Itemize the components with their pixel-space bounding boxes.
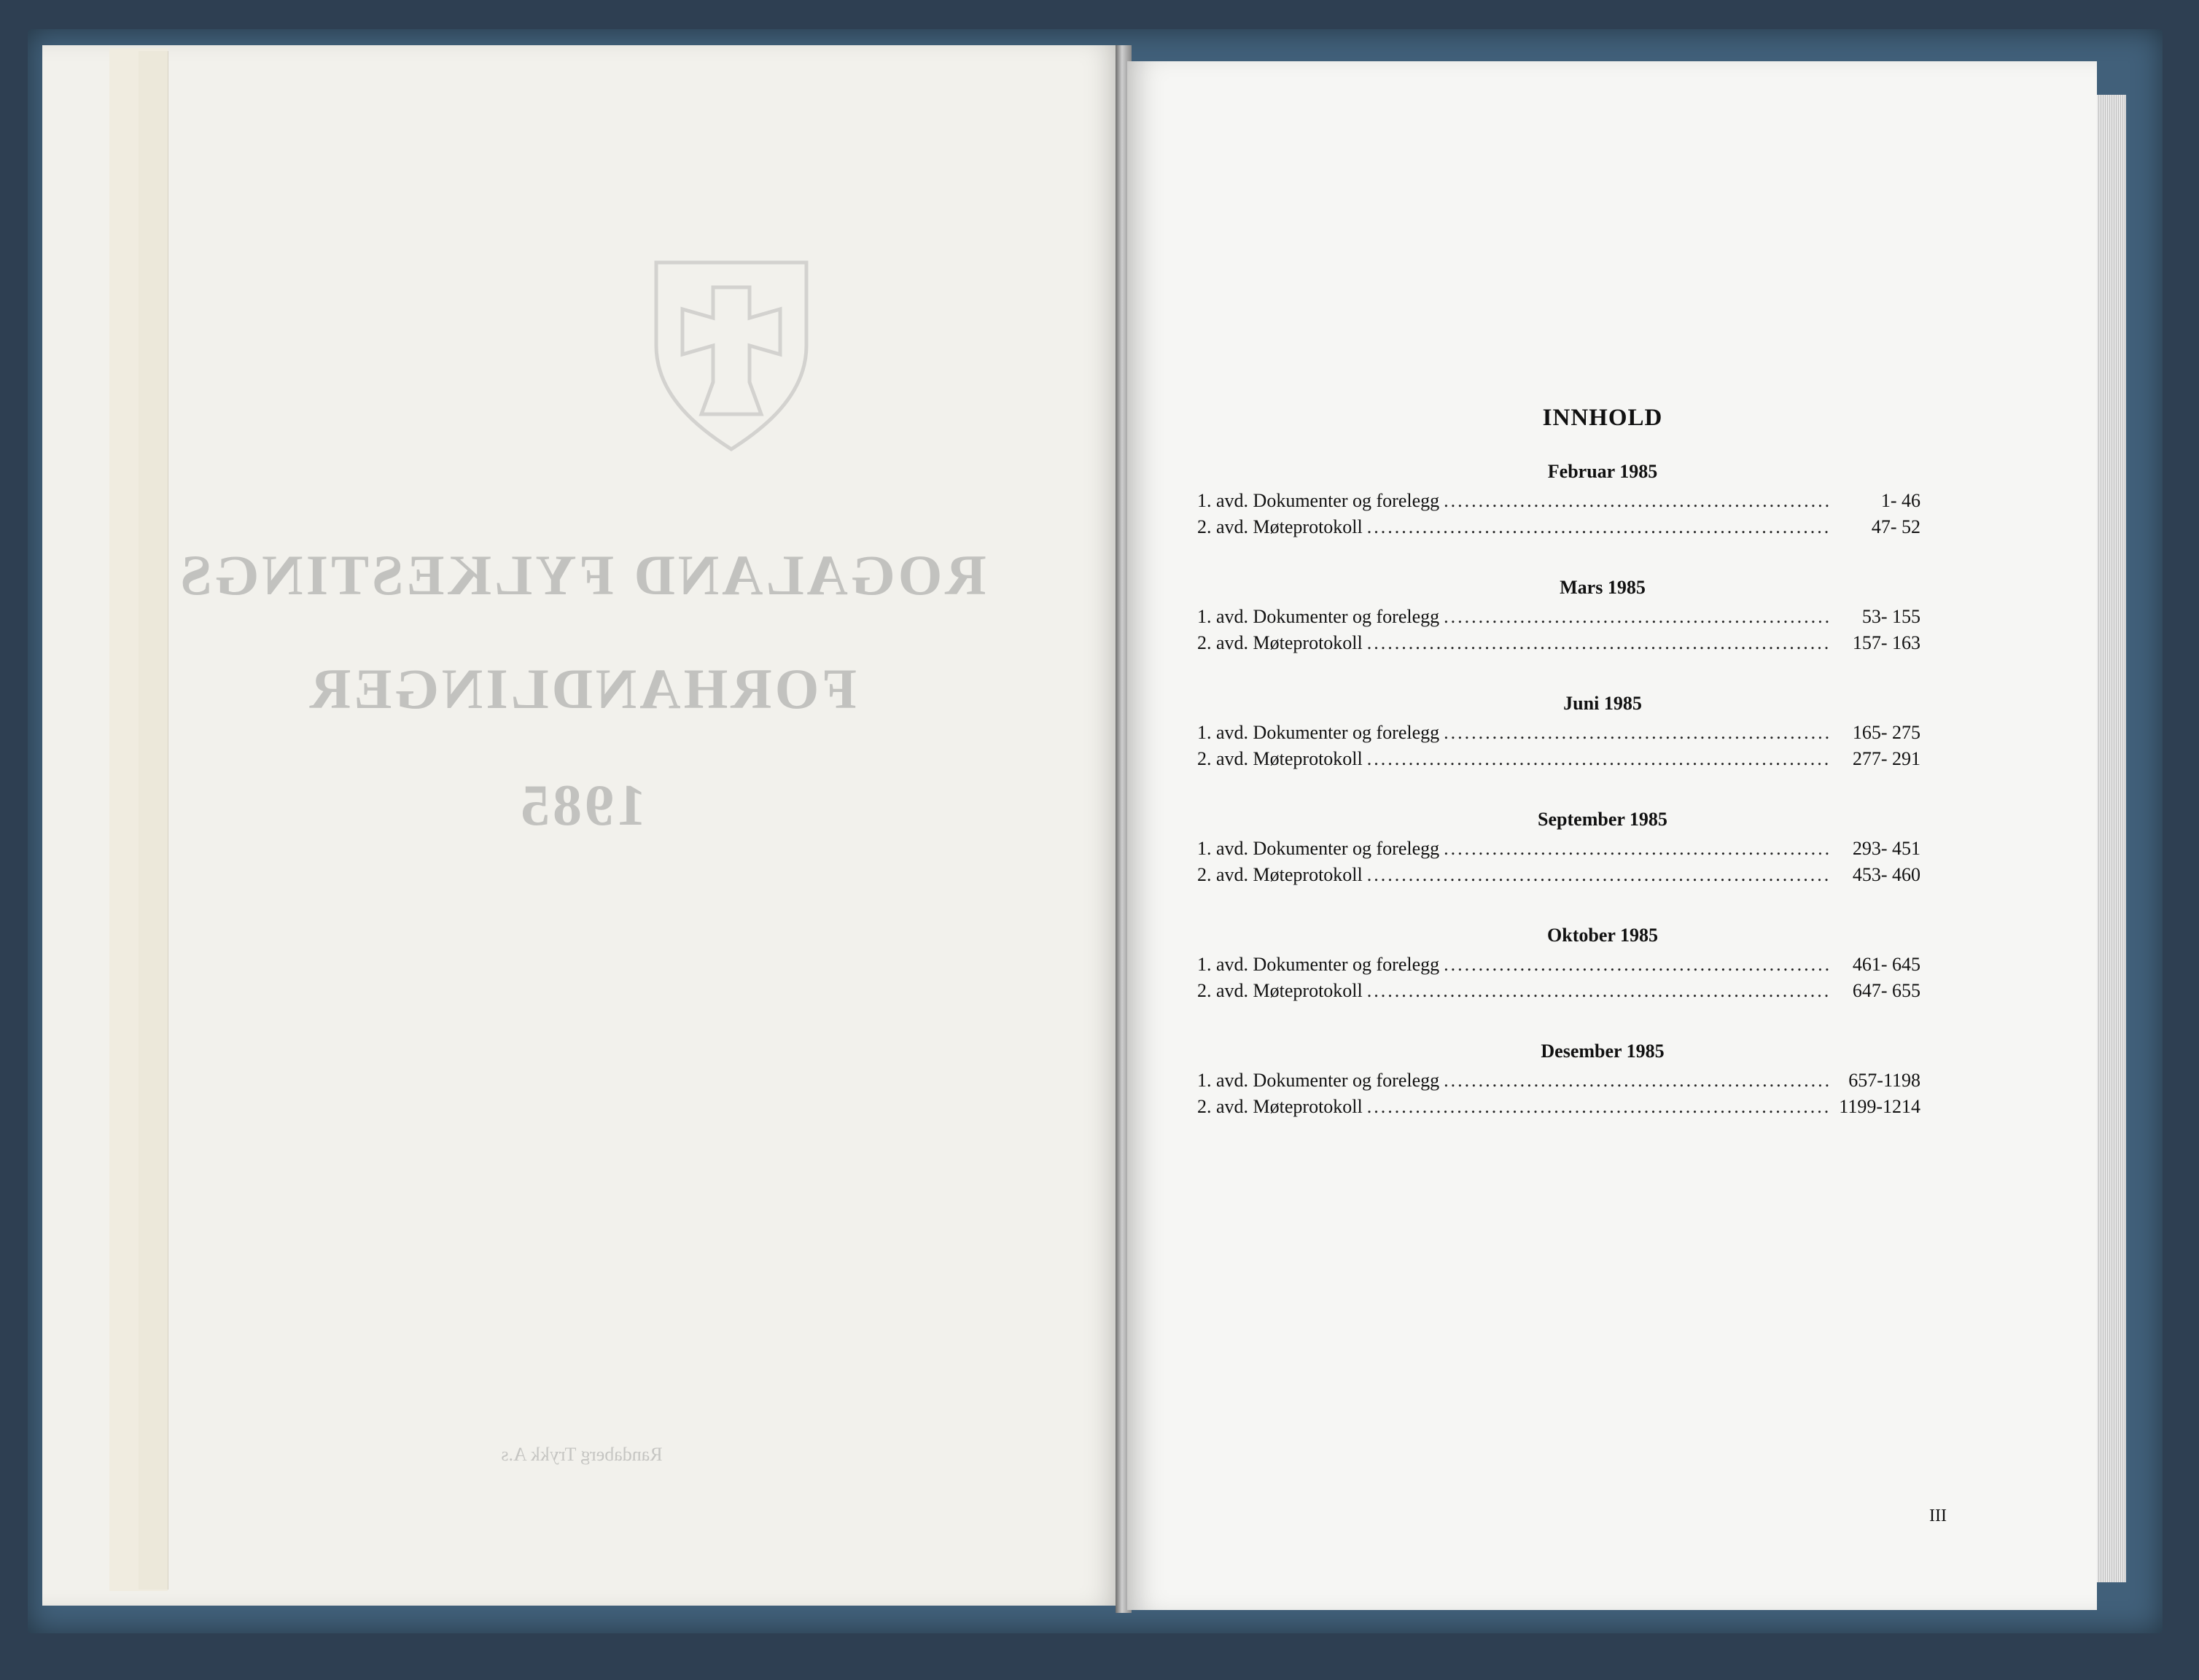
toc-section-februar: [1197, 461, 1920, 542]
toc-title: INNHOLD: [1542, 405, 1663, 431]
toc-section-oktober: [1197, 925, 1920, 1006]
bleed-through-title-page: [42, 45, 1121, 1606]
dot-leader: [1444, 838, 1830, 860]
toc-entry: [1197, 606, 1920, 632]
entry-label: 1. avd. Dokumenter og forelegg: [1197, 606, 1440, 627]
dot-leader: [1444, 606, 1830, 628]
dot-leader: [1367, 748, 1830, 770]
toc-entry: [1197, 980, 1920, 1006]
entry-label: 1. avd. Dokumenter og forelegg: [1197, 722, 1440, 743]
entry-label: 2. avd. Møteprotokoll: [1197, 632, 1363, 653]
ghost-title-line-1: ROGALAND FYLKESTINGS: [177, 543, 986, 607]
entry-label: 1. avd. Dokumenter og forelegg: [1197, 838, 1440, 859]
ghost-year: 1985: [518, 774, 646, 838]
toc-entry: [1197, 516, 1920, 542]
section-heading: September 1985: [1538, 809, 1667, 830]
entry-pages: 293- 451: [1852, 838, 1920, 859]
toc-entry: [1197, 722, 1920, 748]
ghost-printer-name: Randaberg Trykk A.s: [501, 1444, 663, 1465]
section-heading: Juni 1985: [1563, 693, 1642, 714]
section-heading: Mars 1985: [1560, 577, 1646, 598]
section-heading: Desember 1985: [1541, 1041, 1665, 1062]
entry-pages: 1199-1214: [1839, 1096, 1920, 1117]
dot-leader: [1367, 632, 1830, 654]
entry-pages: 277- 291: [1852, 748, 1920, 769]
entry-pages: 53- 155: [1861, 606, 1920, 627]
entry-pages: 461- 645: [1852, 954, 1920, 975]
entry-label: 2. avd. Møteprotokoll: [1197, 748, 1363, 769]
dot-leader: [1444, 722, 1830, 744]
entry-pages: 1- 46: [1880, 490, 1920, 511]
toc-entry: [1197, 954, 1920, 980]
toc-entry: [1197, 748, 1920, 774]
toc-section-september: [1197, 809, 1920, 890]
toc-section-juni: [1197, 693, 1920, 774]
dot-leader: [1367, 1096, 1830, 1118]
toc-entry: [1197, 490, 1920, 516]
dot-leader: [1444, 954, 1830, 976]
section-heading: Oktober 1985: [1547, 925, 1658, 946]
dot-leader: [1444, 1070, 1830, 1092]
entry-label: 2. avd. Møteprotokoll: [1197, 980, 1363, 1001]
dot-leader: [1367, 864, 1830, 886]
toc-entry: [1197, 1070, 1920, 1096]
entry-label: 1. avd. Dokumenter og forelegg: [1197, 954, 1440, 975]
entry-pages: 47- 52: [1871, 516, 1920, 537]
table-of-contents: [1197, 405, 1920, 1156]
entry-label: 2. avd. Møteprotokoll: [1197, 864, 1363, 885]
entry-pages: 453- 460: [1852, 864, 1920, 885]
entry-label: 2. avd. Møteprotokoll: [1197, 516, 1363, 537]
entry-label: 2. avd. Møteprotokoll: [1197, 1096, 1363, 1117]
toc-entry: [1197, 864, 1920, 890]
dot-leader: [1367, 980, 1830, 1002]
toc-section-mars: [1197, 577, 1920, 658]
entry-pages: 157- 163: [1852, 632, 1920, 653]
toc-entry: [1197, 632, 1920, 658]
entry-pages: 657-1198: [1848, 1070, 1920, 1091]
section-heading: Februar 1985: [1547, 461, 1658, 482]
entry-label: 1. avd. Dokumenter og forelegg: [1197, 490, 1440, 511]
entry-pages: 647- 655: [1852, 980, 1920, 1001]
toc-entry: [1197, 1096, 1920, 1122]
toc-entry: [1197, 838, 1920, 864]
entry-pages: 165- 275: [1852, 722, 1920, 743]
dot-leader: [1367, 516, 1830, 538]
toc-section-desember: [1197, 1041, 1920, 1122]
page-edges: [2097, 95, 2126, 1582]
ghost-title-line-2: FORHANDLINGER: [306, 657, 857, 720]
entry-label: 1. avd. Dokumenter og forelegg: [1197, 1070, 1440, 1091]
page-number: III: [1929, 1506, 1947, 1525]
cross-shield-icon: [652, 258, 811, 452]
dot-leader: [1444, 490, 1830, 512]
